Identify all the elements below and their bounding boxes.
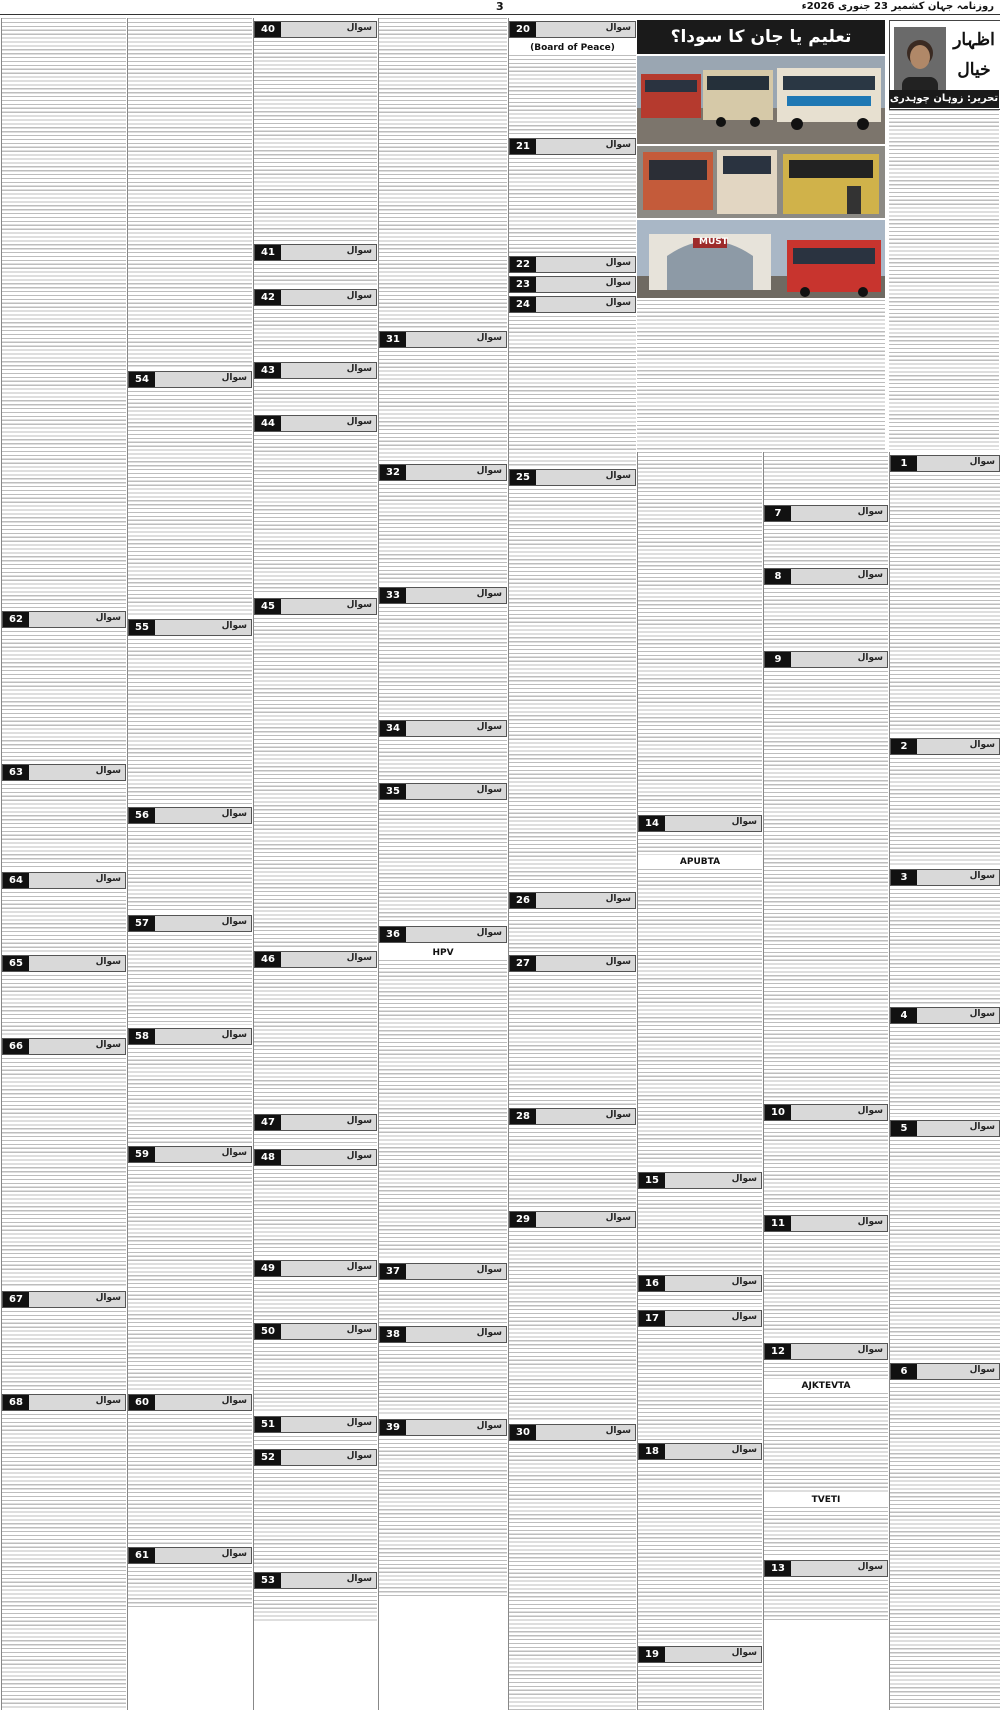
question-header-26: 26 سوال xyxy=(509,892,636,909)
question-header-59: 59 سوال xyxy=(128,1146,252,1163)
question-header-17: 17 سوال xyxy=(638,1310,762,1327)
board-of-peace-label: (Board of Peace) xyxy=(530,43,615,53)
question-header-3: 3 سوال xyxy=(890,869,1000,886)
question-header-27: 27 سوال xyxy=(509,955,636,972)
question-header-7: 7 سوال xyxy=(764,505,888,522)
question-header-47: 47 سوال xyxy=(254,1114,377,1131)
question-header-5: 5 سوال xyxy=(890,1120,1000,1137)
university-gate-photo xyxy=(637,220,885,298)
question-header-54: 54 سوال xyxy=(128,371,252,388)
question-header-42: 42 سوال xyxy=(254,289,377,306)
bus-photo-top xyxy=(637,56,885,144)
question-header-30: 30 سوال xyxy=(509,1424,636,1441)
columnist-article-column xyxy=(889,110,999,450)
question-header-31: 31 سوال xyxy=(379,331,507,348)
byline: تحریر: زوہان چوہدری xyxy=(889,90,999,108)
question-header-32: 32 سوال xyxy=(379,464,507,481)
column-2 xyxy=(763,452,888,1710)
question-header-24: 24 سوال xyxy=(509,296,636,313)
question-header-44: 44 سوال xyxy=(254,415,377,432)
question-header-39: 39 سوال xyxy=(379,1419,507,1436)
question-header-11: 11 سوال xyxy=(764,1215,888,1232)
question-header-45: 45 سوال xyxy=(254,598,377,615)
question-header-1: 1 سوال xyxy=(890,455,1000,472)
column-5 xyxy=(378,18,507,1710)
question-header-67: 67 سوال xyxy=(2,1291,126,1308)
question-header-68: 68 سوال xyxy=(2,1394,126,1411)
question-header-56: 56 سوال xyxy=(128,807,252,824)
question-header-55: 55 سوال xyxy=(128,619,252,636)
question-header-58: 58 سوال xyxy=(128,1028,252,1045)
masthead-bar xyxy=(0,0,1000,15)
question-header-51: 51 سوال xyxy=(254,1416,377,1433)
question-header-10: 10 سوال xyxy=(764,1104,888,1121)
columnist-section-title: اظہار خیال xyxy=(953,30,995,80)
question-header-49: 49 سوال xyxy=(254,1260,377,1277)
question-header-22: 22 سوال xyxy=(509,256,636,273)
question-header-21: 21 سوال xyxy=(509,138,636,155)
question-header-9: 9 سوال xyxy=(764,651,888,668)
question-header-29: 29 سوال xyxy=(509,1211,636,1228)
question-header-12: 12 سوال xyxy=(764,1343,888,1360)
feature-headline: تعلیم یا جان کا سودا؟ xyxy=(637,20,885,54)
question-header-57: 57 سوال xyxy=(128,915,252,932)
question-header-43: 43 سوال xyxy=(254,362,377,379)
question-header-14: 14 سوال xyxy=(638,815,762,832)
column-7 xyxy=(127,18,252,1710)
bus-photo-middle xyxy=(637,146,885,218)
question-header-62: 62 سوال xyxy=(2,611,126,628)
page-number: 3 xyxy=(496,0,504,13)
question-header-63: 63 سوال xyxy=(2,764,126,781)
must-gate-sign: MUST xyxy=(699,237,728,247)
question-header-46: 46 سوال xyxy=(254,951,377,968)
question-header-61: 61 سوال xyxy=(128,1547,252,1564)
question-header-50: 50 سوال xyxy=(254,1323,377,1340)
question-header-40: 40 سوال xyxy=(254,21,377,38)
question-header-25: 25 سوال xyxy=(509,469,636,486)
ajktevta-label: AJKTEVTA xyxy=(801,1381,851,1391)
question-header-2: 2 سوال xyxy=(890,738,1000,755)
question-header-6: 6 سوال xyxy=(890,1363,1000,1380)
columnist-portrait xyxy=(894,27,946,99)
question-header-20: 20 سوال xyxy=(509,21,636,38)
column-1 xyxy=(889,452,1000,1710)
question-header-18: 18 سوال xyxy=(638,1443,762,1460)
feature-article-body xyxy=(637,300,885,450)
apubta-label: APUBTA xyxy=(679,857,721,867)
question-header-28: 28 سوال xyxy=(509,1108,636,1125)
question-header-16: 16 سوال xyxy=(638,1275,762,1292)
question-header-15: 15 سوال xyxy=(638,1172,762,1189)
column-3 xyxy=(637,452,762,1710)
question-header-53: 53 سوال xyxy=(254,1572,377,1589)
question-header-52: 52 سوال xyxy=(254,1449,377,1466)
question-header-38: 38 سوال xyxy=(379,1326,507,1343)
question-header-8: 8 سوال xyxy=(764,568,888,585)
question-header-33: 33 سوال xyxy=(379,587,507,604)
question-header-4: 4 سوال xyxy=(890,1007,1000,1024)
hpv-label: HPV xyxy=(432,948,454,958)
question-header-13: 13 سوال xyxy=(764,1560,888,1577)
question-header-66: 66 سوال xyxy=(2,1038,126,1055)
question-header-41: 41 سوال xyxy=(254,244,377,261)
question-header-19: 19 سوال xyxy=(638,1646,762,1663)
question-header-37: 37 سوال xyxy=(379,1263,507,1280)
dateline: روزنامہ جہان کشمیر 23 جنوری 2026ء xyxy=(801,1,994,12)
column-8 xyxy=(1,18,126,1710)
question-header-36: 36 سوال xyxy=(379,926,507,943)
question-header-60: 60 سوال xyxy=(128,1394,252,1411)
question-header-48: 48 سوال xyxy=(254,1149,377,1166)
question-header-65: 65 سوال xyxy=(2,955,126,972)
column-4 xyxy=(508,18,636,1710)
column-6 xyxy=(253,18,377,1710)
tveti-label: TVETI xyxy=(811,1495,841,1505)
question-header-23: 23 سوال xyxy=(509,276,636,293)
question-header-34: 34 سوال xyxy=(379,720,507,737)
question-header-64: 64 سوال xyxy=(2,872,126,889)
question-header-35: 35 سوال xyxy=(379,783,507,800)
